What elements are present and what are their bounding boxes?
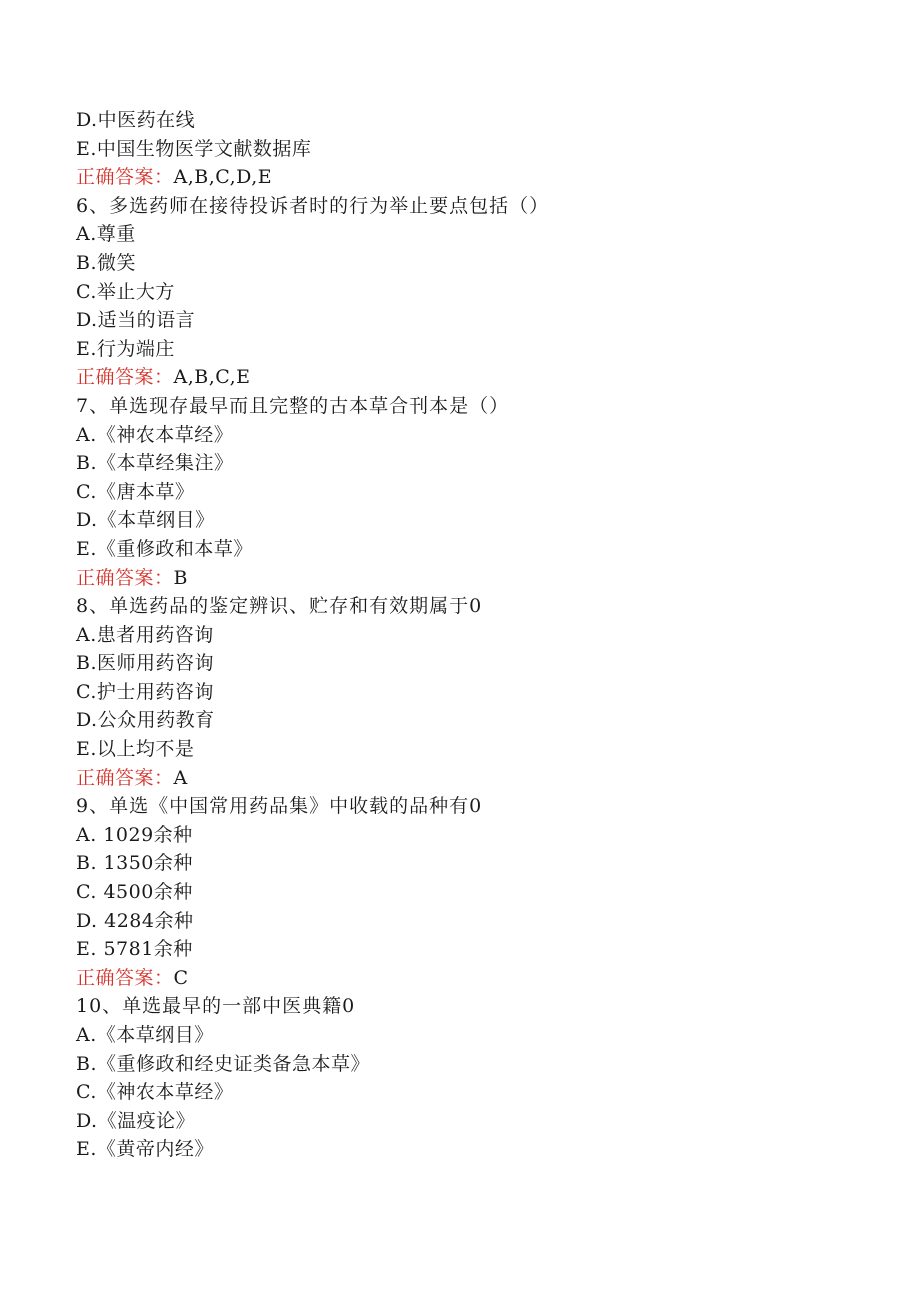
option-line: D.公众用药教育 xyxy=(76,709,215,732)
option-line: A.患者用药咨询 xyxy=(76,623,214,646)
option-line: C.举止大方 xyxy=(76,280,175,303)
answer-label: 正确答案： xyxy=(76,366,174,389)
option-line: A.尊重 xyxy=(76,223,136,246)
answer-value: B xyxy=(173,566,188,589)
document-body xyxy=(76,106,876,1164)
option-line: C.《唐本草》 xyxy=(76,480,195,503)
option-line: D.中医药在线 xyxy=(76,109,196,131)
option-line: A.《本草纲目》 xyxy=(76,1024,214,1046)
question-line: 8、单选药品的鉴定辨识、贮存和有效期属于0 xyxy=(76,595,483,618)
option-line: A. 1029余种 xyxy=(76,823,193,846)
answer-value: A,B,C,E xyxy=(173,366,251,389)
answer-line xyxy=(76,564,876,593)
answer-label: 正确答案： xyxy=(76,766,174,789)
option-line: E.中国生物医学文献数据库 xyxy=(76,137,312,160)
question-line: 9、单选《中国常用药品集》中收载的品种有0 xyxy=(76,795,483,818)
answer-value: A xyxy=(173,766,188,789)
question-line: 7、单选现存最早而且完整的古本草合刊本是（） xyxy=(76,394,510,417)
answer-value: A,B,C,D,E xyxy=(173,166,273,189)
option-line: E.《重修政和本草》 xyxy=(76,537,253,560)
option-line: D.《温疫论》 xyxy=(76,1109,196,1132)
option-line: D.适当的语言 xyxy=(76,309,196,332)
answer-label: 正确答案： xyxy=(76,966,174,989)
option-line: A.《神农本草经》 xyxy=(76,423,234,446)
answer-line xyxy=(76,764,876,793)
option-line: C. 4500余种 xyxy=(76,881,193,904)
option-line: B.《本草经集注》 xyxy=(76,452,234,475)
option-line: B.微笑 xyxy=(76,251,137,274)
answer-line xyxy=(76,363,876,392)
answer-line xyxy=(76,163,876,192)
option-line: D.《本草纲目》 xyxy=(76,509,215,532)
answer-label: 正确答案： xyxy=(76,566,174,589)
answer-value: C xyxy=(173,966,189,989)
option-line: E.《黄帝内经》 xyxy=(76,1138,214,1161)
option-line: C.护士用药咨询 xyxy=(76,680,214,703)
question-line: 10、单选最早的一部中医典籍0 xyxy=(76,995,356,1018)
option-line: B. 1350余种 xyxy=(76,852,193,875)
option-line: B.医师用药咨询 xyxy=(76,652,215,675)
option-line: C.《神农本草经》 xyxy=(76,1081,234,1104)
option-line: E. 5781余种 xyxy=(76,938,193,961)
option-line: E.以上均不是 xyxy=(76,738,195,761)
answer-line xyxy=(76,964,876,993)
option-line: D. 4284余种 xyxy=(76,909,194,932)
option-line: E.行为端庄 xyxy=(76,337,175,360)
question-line: 6、多选药师在接待投诉者时的行为举止要点包括（） xyxy=(76,194,550,217)
answer-label: 正确答案： xyxy=(76,166,174,189)
option-line: B.《重修政和经史证类备急本草》 xyxy=(76,1052,371,1075)
